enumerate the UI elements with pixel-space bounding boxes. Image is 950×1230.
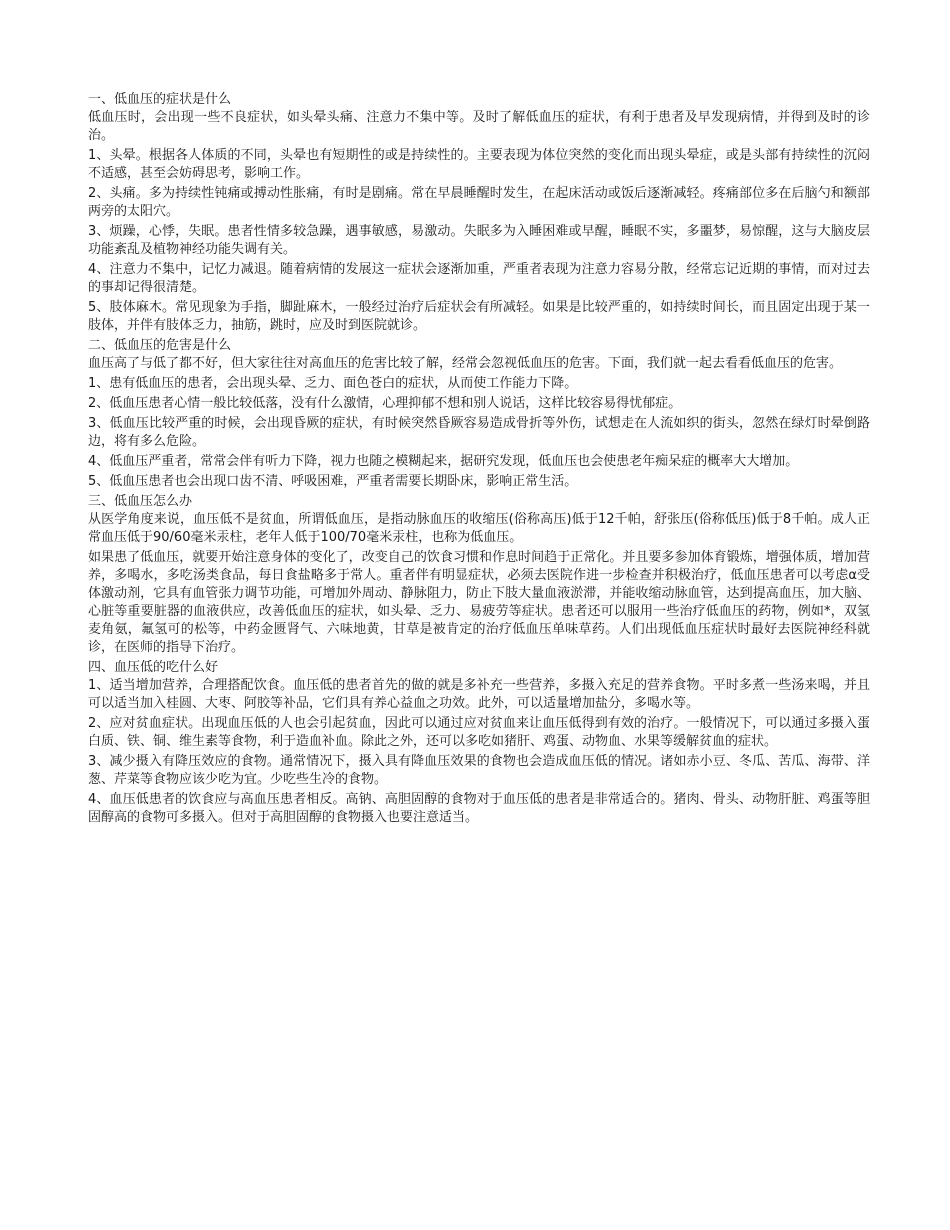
paragraph: 1、适当增加营养，合理搭配饮食。血压低的患者首先的做的就是多补充一些营养，多摄入充足的营养食物。平时多煮一些汤来喝，并且可以适当加入桂圆、大枣、阿胶等补品，它们具有养心益血之功效。此外，可以适量增加盐分，多喝水等。 [88, 678, 870, 711]
section-diet [88, 659, 870, 827]
section-heading: 四、血压低的吃什么好 [88, 660, 219, 675]
paragraph: 1、头晕。根据各人体质的不同，头晕也有短期性的或是持续性的。主要表现为体位突然的变化而出现头晕症，或是头部有持续性的沉闷不适感，甚至会妨碍思考，影响工作。 [88, 148, 870, 181]
paragraph: 4、血压低患者的饮食应与高血压患者相反。高钠、高胆固醇的食物对于血压低的患者是非常适合的。猪肉、骨头、动物肝脏、鸡蛋等胆固醇高的食物可多摄入。但对于高胆固醇的食物摄入也要注意适当。 [88, 792, 870, 825]
section-symptoms [88, 91, 870, 335]
paragraph: 5、肢体麻木。常见现象为手指，脚趾麻木，一般经过治疗后症状会有所减轻。如果是比较严重的，如持续时间长，而且固定出现于某一肢体，并伴有肢体乏力，抽筋，跳时，应及时到医院就诊。 [88, 300, 870, 333]
paragraph: 3、减少摄入有降压效应的食物。通常情况下，摄入具有降血压效果的食物也会造成血压低的情况。诸如赤小豆、冬瓜、苦瓜、海带、洋葱、芹菜等食物应该少吃为宜。少吃些生冷的食物。 [88, 754, 870, 787]
paragraph: 4、低血压严重者，常常会伴有听力下降，视力也随之模糊起来，据研究发现，低血压也会使患老年痴呆症的概率大大增加。 [88, 454, 799, 469]
paragraph: 2、头痛。多为持续性钝痛或搏动性胀痛，有时是剧痛。常在早晨睡醒时发生，在起床活动或饭后逐渐减轻。疼痛部位多在后脑勺和额部两旁的太阳穴。 [88, 186, 870, 219]
section-heading: 二、低血压的危害是什么 [88, 338, 232, 353]
paragraph: 血压高了与低了都不好，但大家往往对高血压的危害比较了解，经常会忽视低血压的危害。下面，我们就一起去看看低血压的危害。 [88, 356, 843, 371]
paragraph: 4、注意力不集中，记忆力减退。随着病情的发展这一症状会逐渐加重，严重者表现为注意力容易分散，经常忘记近期的事情，而对过去的事却记得很清楚。 [88, 262, 870, 295]
paragraph: 2、应对贫血症状。出现血压低的人也会引起贫血，因此可以通过应对贫血来让血压低得到有效的治疗。一般情况下，可以通过多摄入蛋白质、铁、铜、维生素等食物，利于造血补血。除此之外，还可以多吃如猪肝、鸡蛋、动物血、水果等缓解贫血的症状。 [88, 716, 870, 749]
section-harm [88, 337, 870, 491]
section-treatment [88, 493, 870, 657]
paragraph: 低血压时，会出现一些不良症状，如头晕头痛、注意力不集中等。及时了解低血压的症状，有利于患者及早发现病情，并得到及时的诊治。 [88, 110, 870, 143]
section-heading: 三、低血压怎么办 [88, 494, 193, 509]
paragraph: 3、低血压比较严重的时候，会出现昏厥的症状，有时候突然昏厥容易造成骨折等外伤，试想走在人流如织的街头，忽然在绿灯时晕倒路边，将有多么危险。 [88, 416, 870, 449]
paragraph: 2、低血压患者心情一般比较低落，没有什么激情，心理抑郁不想和别人说话，这样比较容易得忧郁症。 [88, 396, 682, 411]
paragraph: 如果患了低血压，就要开始注意身体的变化了，改变自己的饮食习惯和作息时间趋于正常化。并且要多参加体育锻炼，增强体质，增加营养，多喝水，多吃汤类食品，每日食盐略多于常人。重者伴有明显症状，必须去医院作进一步检查并积极治疗，低血压患者可以考虑α受体激动剂，它具有血管张力调节功能，可增加外周动、静脉阻力，防止下肢大量血液淤滞，并能收缩动脉血管，达到提高血压，加大脑、心脏等重要脏器的血液供应，改善低血压的症状，如头晕、乏力、易疲劳等症状。患者还可以服用一些治疗低血压的药物，例如*，双氢麦角氨，氟氢可的松等，中药金匮肾气、六味地黄，甘草是被肯定的治疗低血压单味草药。人们出现低血压症状时最好去医院神经科就诊，在医师的指导下治疗。 [88, 550, 870, 655]
paragraph: 1、患有低血压的患者，会出现头晕、乏力、面色苍白的症状，从而使工作能力下降。 [88, 376, 578, 391]
document-body [88, 91, 870, 829]
paragraph: 3、烦躁，心悸，失眠。患者性情多较急躁，遇事敏感，易激动。失眠多为入睡困难或早醒，睡眠不实，多噩梦，易惊醒，这与大脑皮层功能紊乱及植物神经功能失调有关。 [88, 224, 870, 257]
paragraph: 5、低血压患者也会出现口齿不清、呼吸困难，严重者需要长期卧床，影响正常生活。 [88, 474, 578, 489]
paragraph: 从医学角度来说，血压低不是贫血，所谓低血压，是指动脉血压的收缩压(俗称高压)低于12千帕，舒张压(俗称低压)低于8千帕。成人正常血压低于90/60毫米汞柱，老年人低于100/70毫米汞柱，也称为低血压。 [88, 512, 870, 545]
section-heading: 一、低血压的症状是什么 [88, 92, 232, 107]
